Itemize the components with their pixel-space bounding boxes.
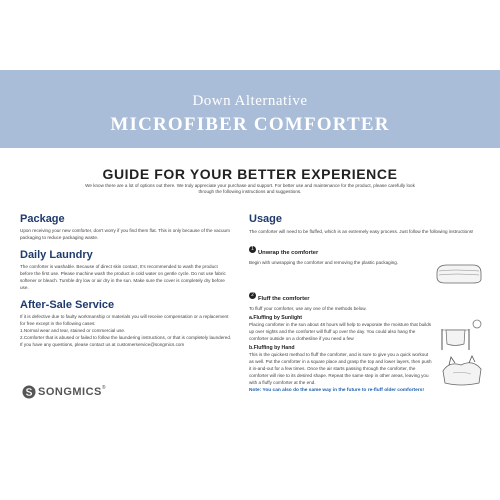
after-sale-case-2: 2.Comforter that is abused or failed to follow the laundering instructions, or that is completely laundered.: [20, 335, 232, 340]
step-2-title: Fluff the comforter: [258, 296, 310, 302]
laundry-text: The comforter is washable. Because of direct skin contact, It's recommended to wash the product before the first use. Please machine wash the product in cold water on gentle cycle. Do not use fabric softener or bleach. Tumble dry low or air dry in the sun. Make sure the cover is completely dry before use.: [20, 264, 226, 290]
method-b-title: b.Fluffing by Hand: [249, 345, 295, 351]
brand-name: SONGMICS: [38, 386, 102, 398]
right-column: [249, 213, 485, 395]
brand-logo: [22, 385, 106, 399]
package-text: Upon receiving your new comforter, don't worry if you find them flat. This is only because of the vacuum packaging to reduce packaging waste.: [20, 228, 230, 240]
package-heading: Package: [20, 213, 65, 225]
after-sale-contact: If you have any questions, please contact us at customerservice@songmics.com: [20, 342, 185, 347]
method-a-text: Placing comforter in the sun about 48 hours will help to evaporate the moisture that builds up over nights and the comforter will fluff up over the day. You could also hang the comforter outside on a clothesline if you need a few: [249, 322, 432, 341]
guide-title: GUIDE FOR YOUR BETTER EXPERIENCE: [102, 166, 398, 182]
rolled-comforter-icon: [433, 259, 485, 285]
usage-heading: Usage: [249, 213, 283, 225]
step-1: [249, 241, 485, 259]
step-1-number: 1: [249, 246, 256, 253]
after-sale-case-1: 1.Normal wear and tear, stained or commercial use.: [20, 328, 126, 333]
step-1-title: Unwrap the comforter: [258, 250, 319, 256]
step-2-text: To fluff your comforter, use any one of the methods below.: [249, 306, 367, 311]
method-a-title: a.Fluffing by Sunlight: [249, 315, 303, 321]
method-b-text: This is the quickest method to fluff the comforter, and is sure to give you a quick workout as well. Put the comforter in a square place and grasp the top and lower layers, then push it in-and-out for a few times. Once the air starts passing through the comforter, the comforter will rise to its desired shape. Repeat the same step in other areas, leaving you with a fluffy comforter at the end.: [249, 352, 432, 385]
step-2-number: 2: [249, 292, 256, 299]
step-2: [249, 287, 485, 305]
registered-mark: ®: [101, 385, 106, 391]
brand-mark-icon: [22, 385, 36, 399]
hand-fluffing-icon: [439, 351, 485, 389]
after-sale-intro: If it is defective due to faulty workmanship or materials you will receive compensation or a replacement for free except in the following cases:: [20, 314, 229, 326]
usage-note: Note: You can also do the same way in the future to re-fluff older comforters!: [249, 388, 424, 393]
banner-subtitle: Down Alternative: [192, 93, 308, 109]
usage-intro: The comforter will need to be fluffed, which is an extremely easy process. Just follow the following instructions!: [249, 229, 474, 234]
guide-intro: We know there are a lot of options out there. We truly appreciate your purchase and support. For better use and maintenance for the product, please carefully look through the following instructions and suggestions.: [85, 183, 415, 195]
after-sale-heading: After-Sale Service: [20, 299, 115, 311]
left-column: [20, 213, 232, 348]
step-1-text: Begin with unwrapping the comforter and removing the plastic packaging.: [249, 260, 399, 265]
banner-title: MICROFIBER COMFORTER: [110, 114, 390, 135]
laundry-heading: Daily Laundry: [20, 249, 93, 261]
